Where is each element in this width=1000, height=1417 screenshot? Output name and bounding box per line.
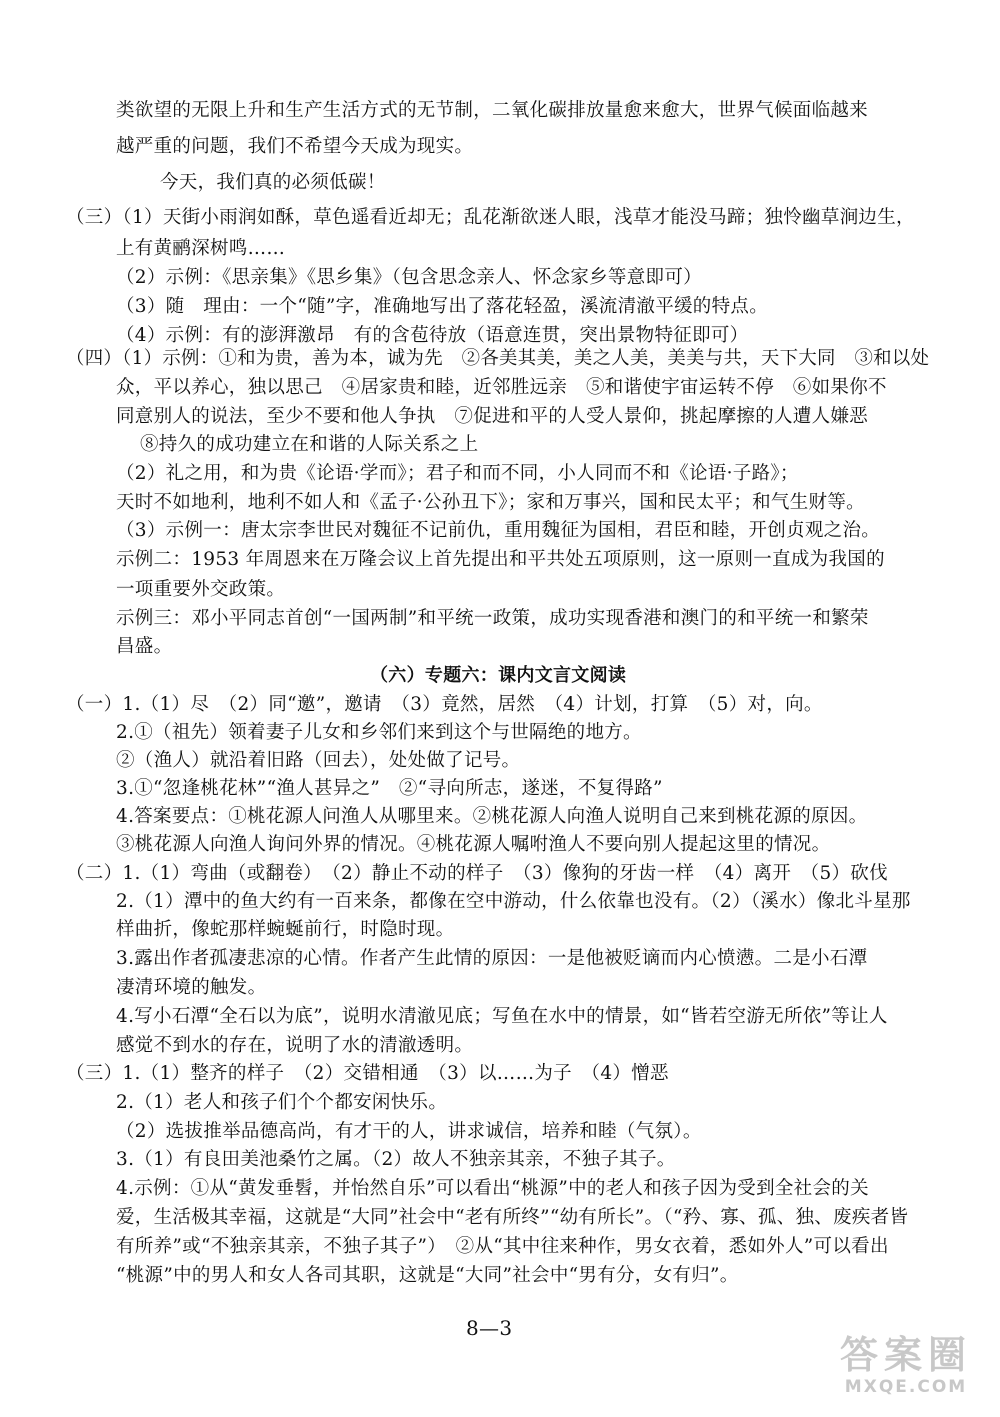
text-line: 4.示例：①从“黄发垂髫，并怡然自乐”可以看出“桃源”中的老人和孩子因为受到全社会的关	[116, 1178, 869, 1199]
text-line: ⑧持久的成功建立在和谐的人际关系之上	[140, 434, 479, 455]
text-line: 2.①（祖先）领着妻子儿女和乡邻们来到这个与世隔绝的地方。	[116, 722, 642, 743]
text-line: ③桃花源人向渔人询问外界的情况。④桃花源人嘱咐渔人不要向别人提起这里的情况。	[116, 834, 831, 855]
watermark-title: 答案圈	[839, 1333, 972, 1377]
text-line: 凄清环境的触发。	[116, 977, 267, 998]
text-line: 今天，我们真的必须低碳！	[160, 172, 386, 193]
text-line: 同意别人的说法，至少不要和他人争执 ⑦促进和平的人受人景仰，挑起摩擦的人遭人嫌恶	[116, 406, 869, 427]
text-line: ②（渔人）就沿着旧路（回去），处处做了记号。	[116, 750, 521, 771]
text-line: （二）1.（1）弯曲（或翻卷） （2）静止不动的样子 （3）像狗的牙齿一样 （4）离开 （5）砍伐	[66, 863, 888, 884]
text-line: （四）（1）示例：①和为贵，善为本，诚为先 ②各美其美，美之人美，美美与共，天下大同 ③和以处	[66, 348, 930, 369]
text-line: 越严重的问题，我们不希望今天成为现实。	[116, 136, 474, 157]
text-line: （2）选拔推举品德高尚，有才干的人，讲求诚信，培养和睦（气氛）。	[116, 1121, 702, 1142]
text-line: 昌盛。	[116, 636, 173, 657]
text-line: （3）示例一：唐太宗李世民对魏征不记前仇，重用魏征为国相，君臣和睦，开创贞观之治。	[116, 520, 881, 541]
text-line: 3.露出作者孤凄悲凉的心情。作者产生此情的原因：一是他被贬谪而内心愤懑。二是小石潭	[116, 948, 868, 969]
watermark-logo	[826, 1333, 986, 1403]
text-line: （3）随 理由：一个“随”字，准确地写出了落花轻盈，溪流清澈平缓的特点。	[116, 296, 768, 317]
text-line: 示例三：邓小平同志首创“一国两制”和平统一政策，成功实现香港和澳门的和平统一和繁荣	[116, 608, 869, 629]
text-line: （4）示例：有的澎湃激昂 有的含苞待放（语意连贯，突出景物特征即可）	[116, 325, 749, 346]
text-line: （三）1.（1）整齐的样子 （2）交错相通 （3）以……为子 （4）憎恶	[66, 1063, 669, 1084]
text-line: 2.（1）潭中的鱼大约有一百来条，都像在空中游动，什么依靠也没有。（2）（溪水）像北斗星那	[116, 891, 911, 912]
text-line: 4.答案要点：①桃花源人问渔人从哪里来。②桃花源人向渔人说明自己来到桃花源的原因。	[116, 806, 868, 827]
section-heading: （六）专题六：课内文言文阅读	[370, 665, 627, 686]
watermark-url: MXQE.COM	[844, 1377, 968, 1397]
text-line: （2）礼之用，和为贵《论语·学而》；君子和而不同，小人同而不和《论语·子路》；	[116, 463, 799, 484]
text-line: 众，平以养心，独以思己 ④居家贵和睦，近邻胜远亲 ⑤和谐使宇宙运转不停 ⑥如果你不	[116, 377, 887, 398]
text-line: 3.①“忽逢桃花林”“渔人甚异之” ②“寻向所志，遂迷，不复得路”	[116, 778, 663, 799]
text-line: 有所养”或“不独亲其亲，不独子其子”） ②从“其中往来种作，男女衣着，悉如外人”可以看出	[116, 1236, 889, 1257]
text-line: 示例二：1953 年周恩来在万隆会议上首先提出和平共处五项原则，这一原则一直成为我国的	[116, 549, 885, 570]
text-line: 4.写小石潭“全石以为底”，说明水清澈见底；写鱼在水中的情景，如“皆若空游无所依”等让人	[116, 1006, 888, 1027]
text-line: 3.（1）有良田美池桑竹之属。（2）故人不独亲其亲，不独子其子。	[116, 1149, 676, 1170]
text-line: 感觉不到水的存在，说明了水的清澈透明。	[116, 1035, 474, 1056]
text-line: （一）1.（1）尽 （2）同“邀”，邀请 （3）竟然，居然 （4）计划，打算 （5）对，向。	[66, 694, 823, 715]
page-number: 8—3	[466, 1316, 513, 1340]
text-line: 类欲望的无限上升和生产生活方式的无节制，二氧化碳排放量愈来愈大，世界气候面临越来	[116, 100, 869, 121]
text-line: （2）示例：《思亲集》《思乡集》（包含思念亲人、怀念家乡等意即可）	[116, 267, 702, 288]
text-line: 爱，生活极其幸福，这就是“大同”社会中“老有所终”“幼有所长”。（“矜、寡、孤、独、废疾者皆	[116, 1207, 909, 1228]
text-line: （三）（1）天街小雨润如酥，草色遥看近却无；乱花渐欲迷人眼，浅草才能没马蹄；独怜幽草涧边生，	[66, 207, 915, 228]
text-line: “桃源”中的男人和女人各司其职，这就是“大同”社会中“男有分，女有归”。	[116, 1265, 739, 1286]
text-line: 上有黄鹂深树鸣……	[116, 238, 286, 259]
text-line: 样曲折，像蛇那样蜿蜒前行，时隐时现。	[116, 919, 455, 940]
text-line: 2.（1）老人和孩子们个个都安闲快乐。	[116, 1092, 448, 1113]
text-line: 天时不如地利，地利不如人和《孟子·公孙丑下》；家和万事兴，国和民太平；和气生财等。	[116, 492, 865, 513]
text-line: 一项重要外交政策。	[116, 579, 286, 600]
